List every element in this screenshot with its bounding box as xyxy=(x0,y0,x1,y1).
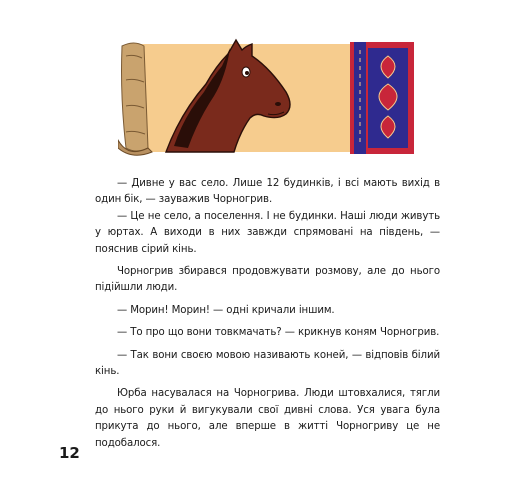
scroll-illustration xyxy=(118,36,418,158)
paragraph: Юрба насувалася на Чорногрива. Люди штовхалися, тягли до нього руки й вигукували свої дивні слова. Уся увага була прикута до нього, але вперше в житті Чорногриву це не подобалося. xyxy=(95,388,440,449)
paragraph: — Так вони своєю мовою називають коней, — відповів білий кінь. xyxy=(95,349,440,378)
paragraph: — То про що вони товкмачать? — крикнув коням Чорногрив. xyxy=(117,327,440,339)
paragraph: Чорногрив збирався продовжувати розмову, але до нього підійшли люди. xyxy=(95,266,440,294)
paragraph: — Це не село, а поселення. І не будинки. Наші люди живуть у юртах. А виходи в них завжди спрямовані на південь, — пояснив сірий кінь. xyxy=(95,210,440,255)
paragraph: — Морин! Морин! — одні кричали іншим. xyxy=(117,304,335,316)
paragraph: — Дивне у вас село. Лише 12 будинків, і всі мають вихід в один бік, — зауважив Чорногрив. xyxy=(95,178,440,206)
story-text xyxy=(95,176,440,452)
page-number: 12 xyxy=(59,444,80,462)
scroll-roll-left xyxy=(122,43,149,151)
